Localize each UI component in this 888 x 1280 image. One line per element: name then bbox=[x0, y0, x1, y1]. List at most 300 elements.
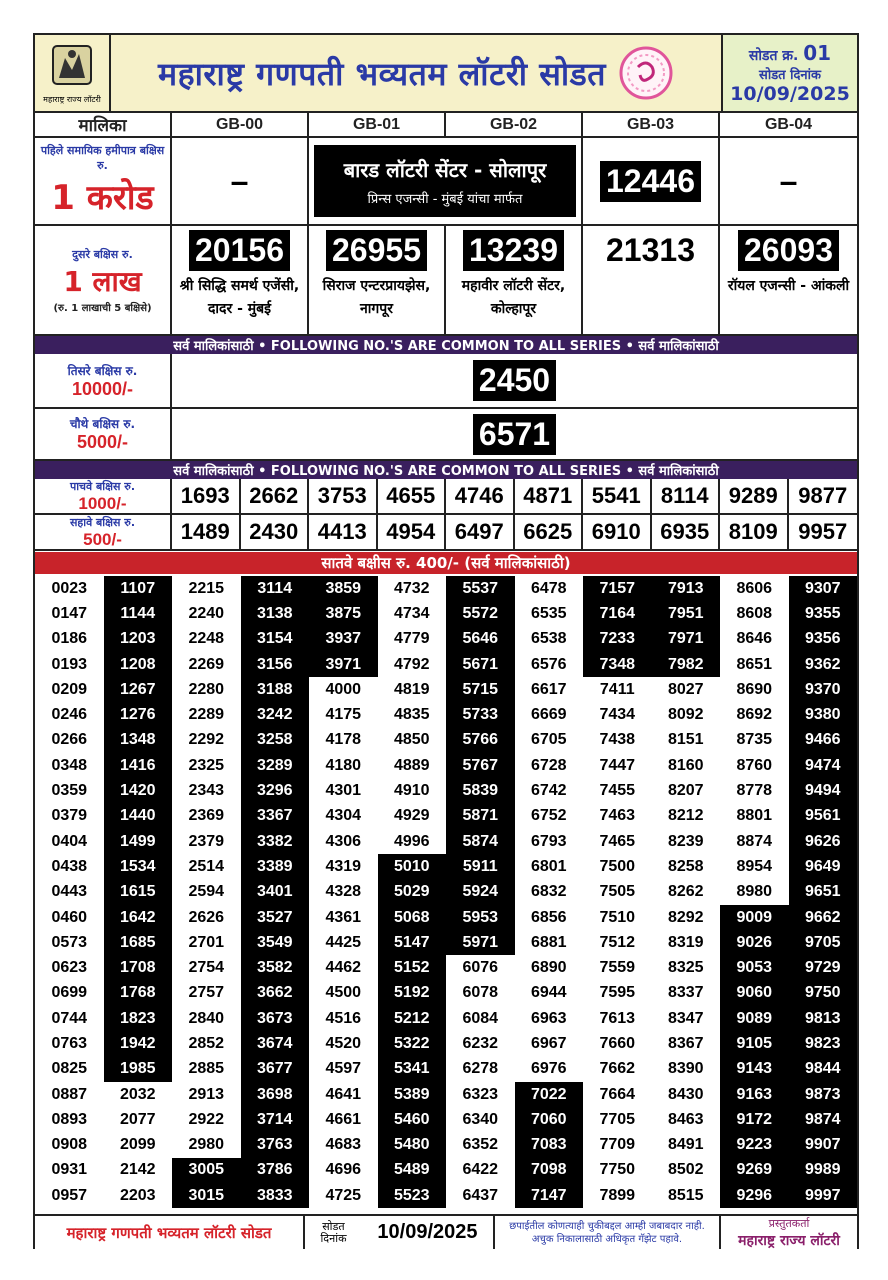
seventh-prize-number: 3389 bbox=[241, 854, 310, 879]
seventh-prize-number: 5715 bbox=[446, 677, 515, 702]
seventh-prize-number: 0931 bbox=[51, 1161, 88, 1179]
seventh-prize-number: 4520 bbox=[325, 1034, 362, 1052]
seventh-prize-number: 3549 bbox=[241, 930, 310, 955]
seventh-prize-number: 0379 bbox=[51, 807, 88, 825]
seventh-prize-number: 2369 bbox=[188, 807, 225, 825]
seventh-prize-number: 8292 bbox=[667, 908, 704, 926]
fourth-prize-caption: चौथे बक्षिस रु. bbox=[69, 417, 136, 431]
seventh-prize-number: 3242 bbox=[241, 702, 310, 727]
seventh-prize-number: 0893 bbox=[51, 1110, 88, 1128]
seventh-prize-number: 4304 bbox=[325, 807, 362, 825]
seventh-prize-number: 8491 bbox=[667, 1136, 704, 1154]
second-prize-number: 26093 bbox=[738, 230, 839, 271]
seventh-prize-number: 3527 bbox=[241, 905, 310, 930]
seventh-prize-number: 4597 bbox=[325, 1060, 362, 1078]
seventh-prize-number: 3138 bbox=[241, 601, 310, 626]
fifth-prize-number: 3753 bbox=[309, 479, 378, 513]
seventh-prize-number: 0023 bbox=[51, 579, 88, 597]
seventh-prize-number: 0147 bbox=[51, 604, 88, 622]
seventh-prize-number: 9143 bbox=[720, 1057, 789, 1082]
seventh-prize-number: 6352 bbox=[462, 1136, 499, 1154]
seventh-prize-number: 1144 bbox=[104, 601, 173, 626]
seventh-prize-number: 7510 bbox=[599, 908, 636, 926]
footer-date-cell bbox=[305, 1216, 495, 1249]
draw-date: 10/09/2025 bbox=[730, 83, 850, 105]
seventh-prize-number: 7512 bbox=[599, 933, 636, 951]
sixth-prize-caption: सहावे बक्षिस रु. bbox=[69, 515, 136, 529]
seventh-prize-number: 1208 bbox=[104, 652, 173, 677]
seventh-prize-number: 0443 bbox=[51, 883, 88, 901]
seventh-prize-number: 4319 bbox=[325, 857, 362, 875]
seventh-prize-number: 8606 bbox=[736, 579, 773, 597]
footer-disclaimer bbox=[495, 1216, 721, 1249]
seventh-prize-number: 3258 bbox=[241, 728, 310, 753]
fourth-prize-number: 6571 bbox=[473, 414, 556, 455]
seventh-prize-number: 9296 bbox=[720, 1183, 789, 1208]
seventh-prize-number: 6963 bbox=[530, 1009, 567, 1027]
seventh-prize-number: 6967 bbox=[530, 1034, 567, 1052]
seventh-prize-number: 5871 bbox=[446, 804, 515, 829]
seventh-prize-number: 9750 bbox=[789, 981, 858, 1006]
seventh-prize-number: 4996 bbox=[393, 832, 430, 850]
seventh-prize-number: 9060 bbox=[720, 981, 789, 1006]
seventh-prize-number: 2980 bbox=[188, 1136, 225, 1154]
seventh-prize-number: 2626 bbox=[188, 908, 225, 926]
seventh-prize-number: 6232 bbox=[462, 1034, 499, 1052]
seventh-prize-number: 3937 bbox=[309, 627, 378, 652]
second-prize-number: 13239 bbox=[463, 230, 564, 271]
seventh-prize-number: 4835 bbox=[393, 706, 430, 724]
seventh-prize-number: 8735 bbox=[736, 731, 773, 749]
fourth-prize-label bbox=[35, 409, 172, 459]
seventh-prize-number: 1534 bbox=[104, 854, 173, 879]
seventh-prize-number: 0359 bbox=[51, 782, 88, 800]
seventh-prize-number: 2289 bbox=[188, 706, 225, 724]
seventh-prize-number: 5389 bbox=[378, 1082, 447, 1107]
draw-number-label: सोडत क्र. bbox=[748, 48, 799, 64]
seventh-prize-number: 0438 bbox=[51, 857, 88, 875]
seventh-prize-number: 1420 bbox=[104, 778, 173, 803]
first-prize-banner-cell bbox=[309, 138, 583, 224]
seventh-prize-number: 6793 bbox=[530, 832, 567, 850]
seventh-prize-number: 8980 bbox=[736, 883, 773, 901]
seventh-prize-number: 0348 bbox=[51, 756, 88, 774]
fifth-prize-number: 2662 bbox=[241, 479, 310, 513]
seventh-prize-number: 8160 bbox=[667, 756, 704, 774]
seventh-prize-number: 5924 bbox=[446, 880, 515, 905]
seventh-prize-number: 5733 bbox=[446, 702, 515, 727]
seventh-prize-number: 1642 bbox=[104, 905, 173, 930]
seventh-prize-number: 2077 bbox=[119, 1110, 156, 1128]
seventh-prize-number: 2248 bbox=[188, 630, 225, 648]
seventh-prize-number: 3401 bbox=[241, 880, 310, 905]
seventh-prize-number: 8092 bbox=[667, 706, 704, 724]
seventh-prize-number: 6323 bbox=[462, 1085, 499, 1103]
seventh-prize-number: 9380 bbox=[789, 702, 858, 727]
seventh-prize-number: 4306 bbox=[325, 832, 362, 850]
disclaimer-line: अचुक निकालासाठी अधिकृत गॅझेट पहावे. bbox=[531, 1233, 683, 1245]
sixth-prize-amount: 500/- bbox=[83, 529, 122, 549]
seventh-prize-number: 2203 bbox=[119, 1186, 156, 1204]
seventh-prize-number: 3289 bbox=[241, 753, 310, 778]
third-prize-label bbox=[35, 354, 172, 407]
series-header-row bbox=[35, 113, 857, 138]
seventh-prize-number: 6076 bbox=[462, 959, 499, 977]
seventh-prize-number: 7982 bbox=[652, 652, 721, 677]
seventh-prize-number: 9662 bbox=[789, 905, 858, 930]
second-prize-row bbox=[35, 226, 857, 336]
seventh-prize-number: 0193 bbox=[51, 655, 88, 673]
second-prize-note: (रु. 1 लाखाची 5 बक्षिसे) bbox=[53, 302, 152, 314]
seventh-prize-number: 9874 bbox=[789, 1107, 858, 1132]
fifth-prize-number: 8114 bbox=[652, 479, 721, 513]
agency-name: रॉयल एजन्सी - आंकली bbox=[727, 278, 850, 294]
seventh-prize-number: 9844 bbox=[789, 1057, 858, 1082]
seventh-prize-number: 5192 bbox=[378, 981, 447, 1006]
seventh-prize-number: 9163 bbox=[720, 1082, 789, 1107]
seventh-prize-number: 2757 bbox=[188, 984, 225, 1002]
series-gb-02: GB-02 bbox=[446, 113, 583, 136]
seventh-prize-number: 2754 bbox=[188, 959, 225, 977]
footer-date: 10/09/2025 bbox=[377, 1221, 478, 1243]
seventh-prize-number: 2280 bbox=[188, 680, 225, 698]
seventh-prize-number: 8690 bbox=[736, 680, 773, 698]
seventh-prize-number: 5322 bbox=[378, 1031, 447, 1056]
presenter-label: प्रस्तुतकर्ता bbox=[768, 1216, 810, 1230]
seventh-prize-number: 9105 bbox=[720, 1031, 789, 1056]
seventh-prize-number: 0887 bbox=[51, 1085, 88, 1103]
seventh-prize-number: 3367 bbox=[241, 804, 310, 829]
seventh-prize-number: 3673 bbox=[241, 1006, 310, 1031]
seventh-prize-number: 6881 bbox=[530, 933, 567, 951]
seventh-prize-number: 0246 bbox=[51, 706, 88, 724]
seventh-prize-number: 0763 bbox=[51, 1034, 88, 1052]
seventh-prize-number: 2701 bbox=[188, 933, 225, 951]
footer bbox=[35, 1214, 857, 1249]
seventh-prize-number: 7463 bbox=[599, 807, 636, 825]
seventh-prize-number: 6340 bbox=[462, 1110, 499, 1128]
seventh-prize-number: 4734 bbox=[393, 604, 430, 622]
seventh-prize-number: 6832 bbox=[530, 883, 567, 901]
second-prize-gb04 bbox=[720, 226, 857, 334]
series-gb-01: GB-01 bbox=[309, 113, 446, 136]
seventh-prize-number: 1985 bbox=[104, 1057, 173, 1082]
seventh-prize-number: 6084 bbox=[462, 1009, 499, 1027]
seventh-prize-number: 4462 bbox=[325, 959, 362, 977]
seventh-prize-number: 4910 bbox=[393, 782, 430, 800]
second-prize-gb02 bbox=[446, 226, 583, 334]
fourth-prize-cell bbox=[172, 409, 857, 459]
sixth-prize-row bbox=[35, 515, 857, 551]
seventh-prize-number: 5572 bbox=[446, 601, 515, 626]
seventh-prize-number: 7447 bbox=[599, 756, 636, 774]
seventh-prize-number: 3154 bbox=[241, 627, 310, 652]
seventh-prize-number: 9355 bbox=[789, 601, 858, 626]
seventh-prize-number: 2240 bbox=[188, 604, 225, 622]
seventh-prize-number: 8778 bbox=[736, 782, 773, 800]
third-prize-cell bbox=[172, 354, 857, 407]
seventh-prize-number: 8367 bbox=[667, 1034, 704, 1052]
seventh-prize-number: 0623 bbox=[51, 959, 88, 977]
seventh-prize-number: 8646 bbox=[736, 630, 773, 648]
seventh-prize-number: 2379 bbox=[188, 832, 225, 850]
seventh-prize-number: 9494 bbox=[789, 778, 858, 803]
seventh-prize-number: 3833 bbox=[241, 1183, 310, 1208]
seventh-prize-number: 5523 bbox=[378, 1183, 447, 1208]
seventh-prize-number: 8651 bbox=[736, 655, 773, 673]
agency-city: कोल्हापूर bbox=[490, 301, 537, 317]
seventh-prize-number: 8502 bbox=[667, 1161, 704, 1179]
seventh-prize-number: 5480 bbox=[378, 1133, 447, 1158]
seventh-prize-number: 7613 bbox=[599, 1009, 636, 1027]
seventh-prize-number: 9362 bbox=[789, 652, 858, 677]
seventh-prize-number: 9009 bbox=[720, 905, 789, 930]
seventh-prize-number: 3786 bbox=[241, 1158, 310, 1183]
seventh-prize-number: 9626 bbox=[789, 829, 858, 854]
seventh-prize-number: 7750 bbox=[599, 1161, 636, 1179]
seventh-prize-number: 7083 bbox=[515, 1133, 584, 1158]
seventh-prize-number: 9813 bbox=[789, 1006, 858, 1031]
seventh-prize-number: 8151 bbox=[667, 731, 704, 749]
seventh-prize-number: 3582 bbox=[241, 955, 310, 980]
fifth-prize-number: 4746 bbox=[446, 479, 515, 513]
agency-city: दादर - मुंबई bbox=[207, 301, 272, 317]
seventh-prize-number: 1685 bbox=[104, 930, 173, 955]
seventh-prize-number: 3382 bbox=[241, 829, 310, 854]
seventh-prize-number: 9356 bbox=[789, 627, 858, 652]
seventh-prize-number: 7660 bbox=[599, 1034, 636, 1052]
seventh-prize-number: 3296 bbox=[241, 778, 310, 803]
seventh-prize-number: 6752 bbox=[530, 807, 567, 825]
seventh-prize-number: 4516 bbox=[325, 1009, 362, 1027]
presenter-name: महाराष्ट्र राज्य लॉटरी bbox=[738, 1232, 840, 1249]
seventh-prize-number: 0825 bbox=[51, 1060, 88, 1078]
seventh-prize-number: 6478 bbox=[530, 579, 567, 597]
seventh-prize-number: 6705 bbox=[530, 731, 567, 749]
seventh-prize-number: 2852 bbox=[188, 1034, 225, 1052]
seventh-prize-number: 9474 bbox=[789, 753, 858, 778]
seventh-prize-number: 1768 bbox=[104, 981, 173, 1006]
seventh-prize-number: 6422 bbox=[462, 1161, 499, 1179]
seventh-prize-number: 7709 bbox=[599, 1136, 636, 1154]
seventh-prize-number: 3971 bbox=[309, 652, 378, 677]
sixth-prize-number: 9957 bbox=[798, 519, 848, 544]
common-series-strip: सर्व मालिकांसाठी • FOLLOWING NO.'S ARE COMMON TO ALL SERIES • सर्व मालिकांसाठी bbox=[35, 336, 857, 354]
agency-city: नागपूर bbox=[360, 301, 393, 317]
seventh-prize-number: 0573 bbox=[51, 933, 88, 951]
fourth-prize-amount: 5000/- bbox=[76, 432, 129, 452]
seventh-prize-number: 7438 bbox=[599, 731, 636, 749]
fifth-prize-number: 4871 bbox=[515, 479, 584, 513]
seventh-prize-number: 9172 bbox=[720, 1107, 789, 1132]
seventh-prize-number: 9729 bbox=[789, 955, 858, 980]
seventh-prize-number: 8027 bbox=[667, 680, 704, 698]
seventh-prize-number: 5029 bbox=[378, 880, 447, 905]
series-label: मालिका bbox=[35, 113, 172, 136]
seventh-prize-number: 5152 bbox=[378, 955, 447, 980]
seventh-prize-number: 9269 bbox=[720, 1158, 789, 1183]
seventh-prize-number: 5147 bbox=[378, 930, 447, 955]
seventh-prize-number: 0460 bbox=[51, 908, 88, 926]
seventh-prize-number: 4929 bbox=[393, 807, 430, 825]
seventh-prize-number: 5953 bbox=[446, 905, 515, 930]
seventh-prize-number: 5971 bbox=[446, 930, 515, 955]
seventh-prize-number: 5911 bbox=[446, 854, 515, 879]
seventh-prize-number: 9873 bbox=[789, 1082, 858, 1107]
agency-name: सिराज एन्टरप्रायझेस, bbox=[322, 278, 431, 294]
seventh-prize-number: 4683 bbox=[325, 1136, 362, 1154]
sixth-prize-number: 4954 bbox=[378, 515, 447, 549]
seventh-prize-number: 7022 bbox=[515, 1082, 584, 1107]
seventh-prize-number: 8207 bbox=[667, 782, 704, 800]
seventh-prize-number: 6944 bbox=[530, 984, 567, 1002]
fifth-prize-number: 4655 bbox=[378, 479, 447, 513]
seventh-prize-number: 0699 bbox=[51, 984, 88, 1002]
seventh-prize-number: 5646 bbox=[446, 627, 515, 652]
ganesh-symbol-icon bbox=[618, 45, 674, 101]
third-prize-caption: तिसरे बक्षिस रु. bbox=[67, 363, 138, 378]
second-prize-number: 21313 bbox=[606, 232, 695, 268]
seventh-prize-number: 9907 bbox=[789, 1133, 858, 1158]
banner-title: बारड लॉटरी सेंटर - सोलापूर bbox=[343, 157, 547, 182]
second-prize-number: 26955 bbox=[326, 230, 427, 271]
fourth-prize-row bbox=[35, 409, 857, 461]
seventh-prize-number: 8954 bbox=[736, 857, 773, 875]
seventh-prize-number: 7147 bbox=[515, 1183, 584, 1208]
seventh-prize-number: 1615 bbox=[104, 880, 173, 905]
seventh-prize-number: 0744 bbox=[51, 1009, 88, 1027]
fifth-prize-number: 9289 bbox=[720, 479, 789, 513]
emblem-text: महाराष्ट्र राज्य लॉटरी bbox=[43, 94, 101, 104]
seventh-prize-number: 6437 bbox=[462, 1186, 499, 1204]
seventh-prize-number: 7465 bbox=[599, 832, 636, 850]
seventh-prize-number: 6538 bbox=[530, 630, 567, 648]
seventh-prize-number: 4725 bbox=[325, 1186, 362, 1204]
seventh-prize-number: 2292 bbox=[188, 731, 225, 749]
second-prize-caption: दुसरे बक्षिस रु. bbox=[72, 247, 133, 261]
seventh-prize-number: 4819 bbox=[393, 680, 430, 698]
seventh-prize-number: 1440 bbox=[104, 804, 173, 829]
seventh-prize-number: 3662 bbox=[241, 981, 310, 1006]
seventh-prize-number: 7060 bbox=[515, 1107, 584, 1132]
seventh-prize-number: 4500 bbox=[325, 984, 362, 1002]
fifth-prize-number: 5541 bbox=[583, 479, 652, 513]
seventh-prize-number: 8463 bbox=[667, 1110, 704, 1128]
seventh-prize-number: 9997 bbox=[789, 1183, 858, 1208]
footer-date-label: दिनांक bbox=[320, 1231, 347, 1245]
seventh-prize-number: 3674 bbox=[241, 1031, 310, 1056]
seventh-prize-number: 2269 bbox=[188, 655, 225, 673]
seventh-prize-number: 7098 bbox=[515, 1158, 584, 1183]
series-gb-00: GB-00 bbox=[172, 113, 309, 136]
seventh-prize-number: 4889 bbox=[393, 756, 430, 774]
seventh-prize-number: 1708 bbox=[104, 955, 173, 980]
sixth-prize-number: 6910 bbox=[583, 515, 652, 549]
seventh-prize-number: 2343 bbox=[188, 782, 225, 800]
seventh-prize-number: 5671 bbox=[446, 652, 515, 677]
third-prize-number: 2450 bbox=[473, 360, 556, 401]
seventh-prize-number: 7595 bbox=[599, 984, 636, 1002]
seventh-prize-number: 7500 bbox=[599, 857, 636, 875]
seventh-prize-number: 1107 bbox=[104, 576, 173, 601]
seventh-prize-number: 0957 bbox=[51, 1186, 88, 1204]
seventh-prize-number: 8801 bbox=[736, 807, 773, 825]
seventh-prize-number: 7348 bbox=[583, 652, 652, 677]
fifth-prize-number: 1693 bbox=[172, 479, 241, 513]
draw-date-label: सोडत दिनांक bbox=[759, 68, 821, 83]
seventh-prize-number: 2922 bbox=[188, 1110, 225, 1128]
series-gb-03: GB-03 bbox=[583, 113, 720, 136]
banner-subtitle: प्रिन्स एजन्सी - मुंबई यांचा मार्फत bbox=[367, 191, 523, 207]
seventh-prize-title: सातवे बक्षीस रु. 400/- (सर्व मालिकांसाठी) bbox=[35, 552, 857, 574]
first-prize-row bbox=[35, 138, 857, 226]
seventh-prize-number: 2514 bbox=[188, 857, 225, 875]
seventh-prize-number: 6576 bbox=[530, 655, 567, 673]
seventh-prize-number: 9561 bbox=[789, 804, 858, 829]
sixth-prize-label bbox=[35, 515, 172, 549]
footer-presenter bbox=[721, 1216, 857, 1249]
seventh-prize-number: 4779 bbox=[393, 630, 430, 648]
second-prize-gb03 bbox=[583, 226, 720, 334]
seventh-prize-number: 1499 bbox=[104, 829, 173, 854]
emblem bbox=[35, 35, 111, 111]
state-emblem-icon bbox=[47, 42, 97, 92]
seventh-prize-number: 7233 bbox=[583, 627, 652, 652]
seventh-prize-number: 3677 bbox=[241, 1057, 310, 1082]
seventh-prize-number: 8692 bbox=[736, 706, 773, 724]
seventh-prize-number: 1267 bbox=[104, 677, 173, 702]
seventh-prize-number: 6078 bbox=[462, 984, 499, 1002]
seventh-prize-number: 8430 bbox=[667, 1085, 704, 1103]
seventh-prize-number: 5537 bbox=[446, 576, 515, 601]
first-prize-gb00: – bbox=[172, 138, 309, 224]
seventh-prize-number: 1823 bbox=[104, 1006, 173, 1031]
seventh-prize-number: 0209 bbox=[51, 680, 88, 698]
seventh-prize-number: 7157 bbox=[583, 576, 652, 601]
title-area bbox=[111, 35, 721, 111]
first-prize-label bbox=[35, 138, 172, 224]
seventh-prize-number: 9989 bbox=[789, 1158, 858, 1183]
seventh-prize-number: 8390 bbox=[667, 1060, 704, 1078]
fifth-prize-number: 9877 bbox=[798, 483, 848, 508]
seventh-prize-number: 3714 bbox=[241, 1107, 310, 1132]
seventh-prize-number: 4328 bbox=[325, 883, 362, 901]
seventh-prize-number: 5766 bbox=[446, 728, 515, 753]
second-prize-label bbox=[35, 226, 172, 334]
header bbox=[35, 35, 857, 113]
seventh-prize-number: 4000 bbox=[325, 680, 362, 698]
seventh-prize-number: 2594 bbox=[188, 883, 225, 901]
fifth-prize-row bbox=[35, 479, 857, 515]
sixth-prize-number: 6625 bbox=[515, 515, 584, 549]
seventh-prize-number: 8262 bbox=[667, 883, 704, 901]
seventh-prize-number: 6617 bbox=[530, 680, 567, 698]
second-prize-number: 20156 bbox=[189, 230, 290, 271]
seventh-prize-number: 1203 bbox=[104, 627, 173, 652]
seventh-prize-number: 8515 bbox=[667, 1186, 704, 1204]
seventh-prize-number: 4175 bbox=[325, 706, 362, 724]
seventh-prize-number: 8325 bbox=[667, 959, 704, 977]
series-gb-04: GB-04 bbox=[764, 115, 813, 133]
agency-name: श्री सिद्धि समर्थ एजेंसी, bbox=[179, 278, 300, 294]
seventh-prize-number: 5010 bbox=[378, 854, 447, 879]
seventh-prize-number: 9223 bbox=[720, 1133, 789, 1158]
third-prize-row bbox=[35, 354, 857, 409]
seventh-prize-number: 6278 bbox=[462, 1060, 499, 1078]
sixth-prize-number: 1489 bbox=[172, 515, 241, 549]
first-prize-caption: पहिले समायिक हमीपात्र बक्षिस रु. bbox=[40, 144, 165, 172]
sixth-prize-number: 4413 bbox=[309, 515, 378, 549]
